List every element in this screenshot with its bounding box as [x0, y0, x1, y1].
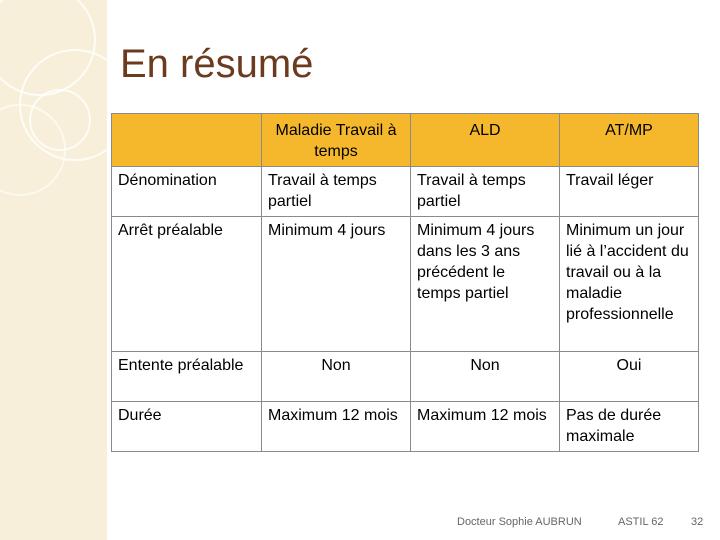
table-row [112, 352, 699, 402]
footer-event: ASTIL 62 [618, 516, 664, 528]
table-cell: Maximum 12 mois [411, 402, 560, 452]
row-label: Entente préalable [112, 352, 262, 402]
summary-table [111, 113, 699, 452]
table-row [112, 217, 699, 352]
table-cell: Non [411, 352, 560, 402]
table-cell: Pas de durée maximale [560, 402, 699, 452]
row-label: Durée [112, 402, 262, 452]
page-number: 32 [691, 516, 704, 528]
table-row [112, 402, 699, 452]
header-cell-atmp: AT/MP [560, 114, 699, 167]
header-cell-maladie: Maladie Travail à temps [262, 114, 411, 167]
table-cell: Travail léger [560, 167, 699, 217]
table-header-row [112, 114, 699, 167]
slide-title: En résumé [120, 42, 314, 86]
header-cell-empty [112, 114, 262, 167]
header-cell-ald: ALD [411, 114, 560, 167]
table-cell: Travail à temps partiel [411, 167, 560, 217]
row-label: Arrêt préalable [112, 217, 262, 352]
decorative-circles-icon [0, 0, 107, 540]
table-cell: Maximum 12 mois [262, 402, 411, 452]
row-label: Dénomination [112, 167, 262, 217]
decorative-side-band [0, 0, 107, 540]
table-row [112, 167, 699, 217]
table-cell: Non [262, 352, 411, 402]
table-cell: Minimum un jour lié à l’accident du travail ou à la maladie professionnelle [560, 217, 699, 352]
footer-author: Docteur Sophie AUBRUN [457, 516, 582, 528]
table-cell: Minimum 4 jours dans les 3 ans précédent le temps partiel [411, 217, 560, 352]
table-cell: Minimum 4 jours [262, 217, 411, 352]
table-cell: Oui [560, 352, 699, 402]
table-cell: Travail à temps partiel [262, 167, 411, 217]
